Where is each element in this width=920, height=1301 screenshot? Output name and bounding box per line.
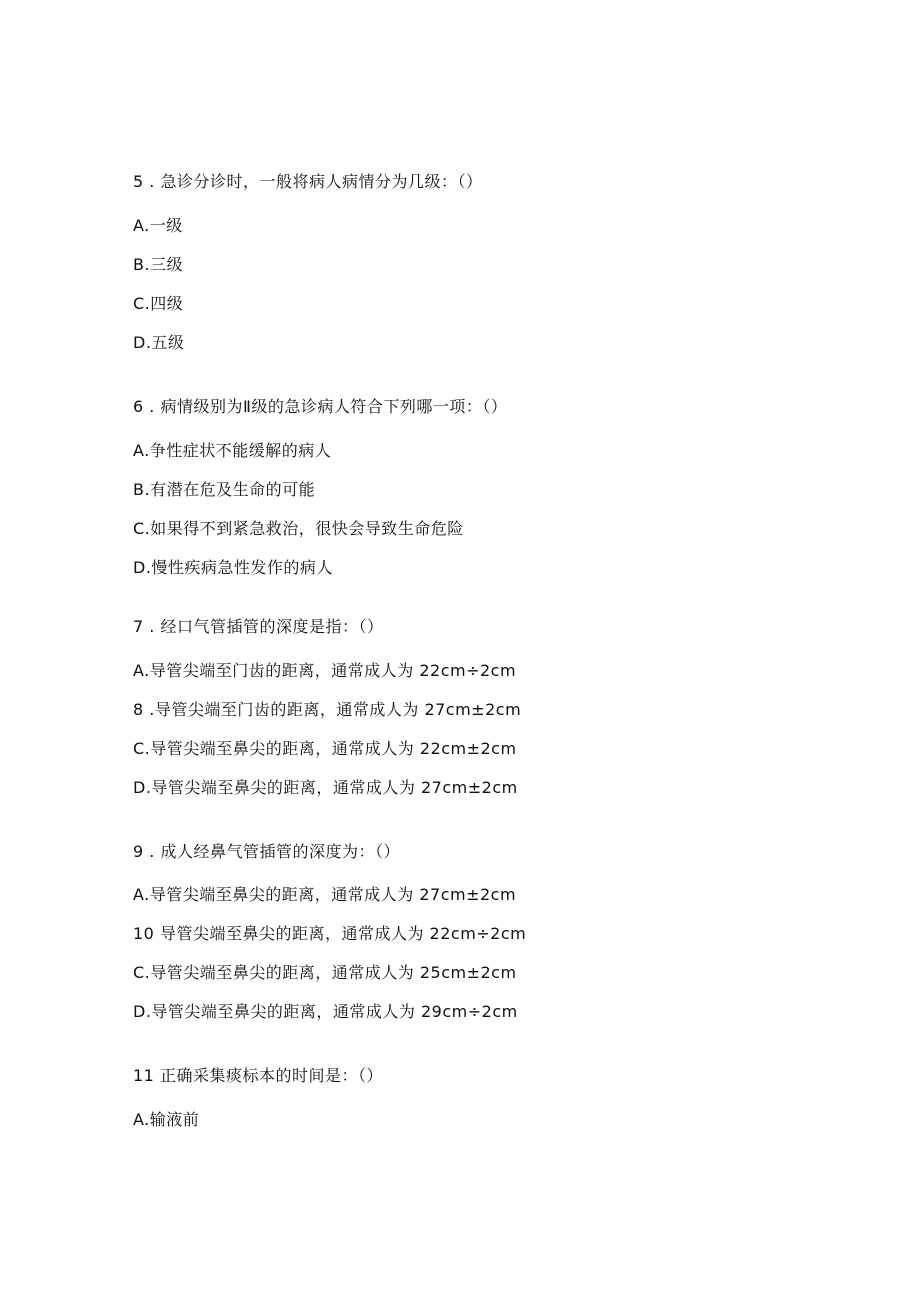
answer-option: D.五级 (133, 333, 185, 352)
answer-option: B.有潜在危及生命的可能 (133, 480, 316, 499)
question-stem: 5 . 急诊分诊时，一般将病人病情分为几级：（） (133, 172, 483, 191)
answer-option: A.导管尖端至鼻尖的距离，通常成人为 27cm±2cm (133, 885, 517, 904)
answer-option: D.慢性疾病急性发作的病人 (133, 558, 333, 577)
answer-option: C.导管尖端至鼻尖的距离，通常成人为 22cm±2cm (133, 739, 517, 758)
answer-option: D.导管尖端至鼻尖的距离，通常成人为 29cm÷2cm (133, 1002, 518, 1021)
answer-option: 10 导管尖端至鼻尖的距离，通常成人为 22cm÷2cm (133, 924, 527, 943)
question-stem: 6 . 病情级别为Ⅱ级的急诊病人符合下列哪一项：（） (133, 397, 508, 416)
question-stem: 7 . 经口气管插管的深度是指：（） (133, 617, 384, 636)
answer-option: C.导管尖端至鼻尖的距离，通常成人为 25cm±2cm (133, 963, 517, 982)
answer-option: 8 .导管尖端至门齿的距离，通常成人为 27cm±2cm (133, 700, 522, 719)
answer-option: B.三级 (133, 255, 184, 274)
question-stem: 9 . 成人经鼻气管插管的深度为：（） (133, 842, 400, 861)
answer-option: A.导管尖端至门齿的距离，通常成人为 22cm÷2cm (133, 661, 517, 680)
answer-option: A.争性症状不能缓解的病人 (133, 441, 332, 460)
answer-option: D.导管尖端至鼻尖的距离，通常成人为 27cm±2cm (133, 778, 518, 797)
question-stem: 11 正确采集痰标本的时间是：（） (133, 1066, 383, 1085)
answer-option: A.输液前 (133, 1110, 200, 1129)
answer-option: C.四级 (133, 294, 184, 313)
answer-option: A.一级 (133, 216, 183, 235)
answer-option: C.如果得不到紧急救治，很快会导致生命危险 (133, 519, 464, 538)
